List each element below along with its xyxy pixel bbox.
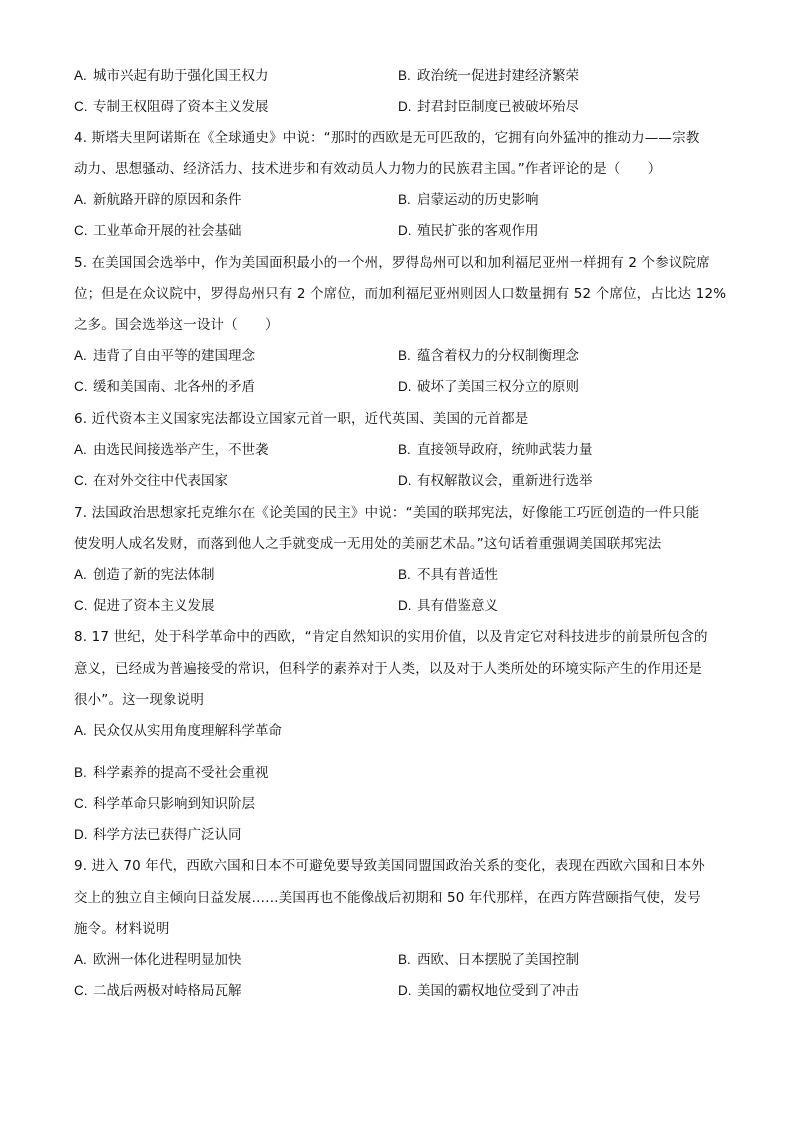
q4-option-b: B. 启蒙运动的历史影响 xyxy=(398,192,539,208)
q8-stem-line-3: 很小”。这一现象说明 xyxy=(74,692,204,708)
q8-option-d: D. 科学方法已获得广泛认同 xyxy=(74,827,242,843)
q6-option-a: A. 由选民间接选举产生，不世袭 xyxy=(74,442,269,458)
q9-stem-line-2: 交上的独立自主倾向日益发展……美国再也不能像战后初期和 50 年代那样，在西方阵营颐指气使，发号 xyxy=(74,890,701,906)
q4-option-c: C. 工业革命开展的社会基础 xyxy=(74,223,242,239)
q3-option-b: B. 政治统一促进封建经济繁荣 xyxy=(398,68,579,84)
q7-option-a: A. 创造了新的宪法体制 xyxy=(74,567,215,583)
q9-option-a: A. 欧洲一体化进程明显加快 xyxy=(74,952,242,968)
q8-stem-line-2: 意义，已经成为普遍接受的常识，但科学的素养对于人类，以及对于人类所处的环境实际产生的作用还是 xyxy=(74,661,702,677)
q5-option-c: C. 缓和美国南、北各州的矛盾 xyxy=(74,379,255,395)
q7-option-b: B. 不具有普适性 xyxy=(398,567,498,583)
q4-option-a: A. 新航路开辟的原因和条件 xyxy=(74,192,242,208)
q9-stem-line-1: 9. 进入 70 年代，西欧六国和日本不可避免要导致美国同盟国政治关系的变化，表现在西欧六国和日本外 xyxy=(74,858,705,874)
q6-option-b: B. 直接领导政府，统帅武装力量 xyxy=(398,442,593,458)
q5-stem-line-3: 之多。国会选举这一设计（ ） xyxy=(74,317,279,333)
q3-option-c: C. 专制王权阻碍了资本主义发展 xyxy=(74,99,269,115)
q8-option-a: A. 民众仅从实用角度理解科学革命 xyxy=(74,723,282,739)
q8-option-c: C. 科学革命只影响到知识阶层 xyxy=(74,796,255,812)
q8-option-b: B. 科学素养的提高不受社会重视 xyxy=(74,765,269,781)
q7-stem-line-1: 7. 法国政治思想家托克维尔在《论美国的民主》中说：“美国的联邦宪法，好像能工巧匠创造的一件只能 xyxy=(74,505,700,521)
q5-option-a: A. 违背了自由平等的建国理念 xyxy=(74,348,255,364)
q5-stem-line-1: 5. 在美国国会选举中，作为美国面积最小的一个州，罗得岛州可以和加利福尼亚州一样拥有 2 个参议院席 xyxy=(74,255,710,271)
q9-option-c: C. 二战后两极对峙格局瓦解 xyxy=(74,983,242,999)
q3-option-d: D. 封君封臣制度已被破坏殆尽 xyxy=(398,99,579,115)
q5-option-d: D. 破坏了美国三权分立的原则 xyxy=(398,379,579,395)
q6-stem-line-1: 6. 近代资本主义国家宪法都设立国家元首一职，近代英国、美国的元首都是 xyxy=(74,411,529,427)
q6-option-c: C. 在对外交往中代表国家 xyxy=(74,473,228,489)
q9-option-d: D. 美国的霸权地位受到了冲击 xyxy=(398,983,579,999)
q9-option-b: B. 西欧、日本摆脱了美国控制 xyxy=(398,952,579,968)
q5-stem-line-2: 位；但是在众议院中，罗得岛州只有 2 个席位，而加利福尼亚州则因人口数量拥有 52 个席位，占比达 12% xyxy=(74,286,727,302)
q7-stem-line-2: 使发明人成名发财，而落到他人之手就变成一无用处的美丽艺术品。”这句话着重强调美国联邦宪法 xyxy=(74,536,662,552)
q4-option-d: D. 殖民扩张的客观作用 xyxy=(398,223,539,239)
q4-stem-line-1: 4. 斯塔夫里阿诺斯在《全球通史》中说：“那时的西欧是无可匹敌的，它拥有向外猛冲的推动力——宗教 xyxy=(74,130,700,146)
q6-option-d: D. 有权解散议会，重新进行选举 xyxy=(398,473,593,489)
q8-stem-line-1: 8. 17 世纪，处于科学革命中的西欧，“肯定自然知识的实用价值，以及肯定它对科技进步的前景所包含的 xyxy=(74,629,708,645)
q3-option-a: A. 城市兴起有助于强化国王权力 xyxy=(74,68,269,84)
q5-option-b: B. 蕴含着权力的分权制衡理念 xyxy=(398,348,579,364)
q4-stem-line-2: 动力、思想骚动、经济活力、技术进步和有效动员人力物力的民族君主国。”作者评论的是（ ） xyxy=(74,161,662,177)
q9-stem-line-3: 施令。材料说明 xyxy=(74,921,170,937)
q7-option-c: C. 促进了资本主义发展 xyxy=(74,598,215,614)
q7-option-d: D. 具有借鉴意义 xyxy=(398,598,498,614)
